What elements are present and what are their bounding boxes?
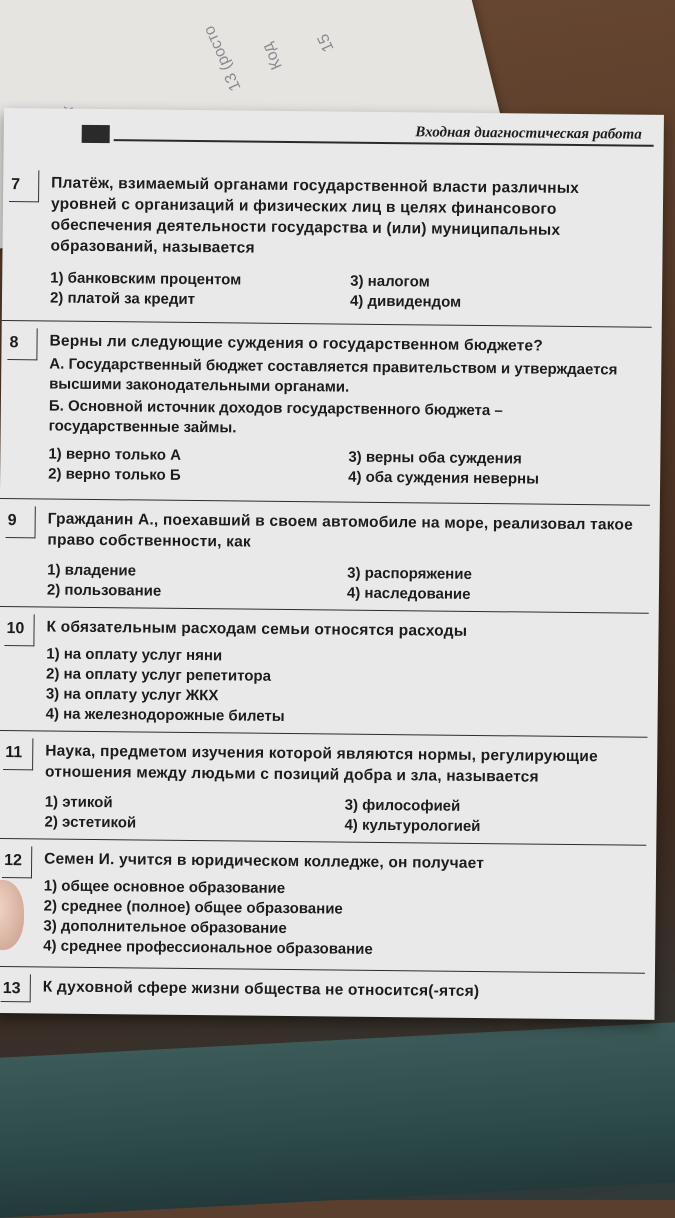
- option[interactable]: 2) пользование: [46, 581, 162, 600]
- question-7: [3, 170, 653, 311]
- option[interactable]: 2) верно только Б: [48, 465, 181, 484]
- question-9: [0, 506, 650, 603]
- question-text: Гражданин А., поехавший в своем автомобиле на море, реализовал такое право собственности, как: [47, 510, 634, 551]
- option[interactable]: 4) дивидендом: [349, 292, 462, 311]
- statement-b: Б. Основной источник доходов государственного бюджета – государственные займы.: [48, 397, 503, 437]
- question-separator: [0, 498, 650, 506]
- option[interactable]: 4) оба суждения неверны: [348, 468, 540, 488]
- answer-options: [48, 444, 638, 488]
- question-separator: [2, 320, 652, 328]
- back-fragment: 13 (росто: [200, 23, 245, 94]
- question-separator: [0, 606, 649, 614]
- question-separator: [0, 730, 647, 738]
- page-header: Входная диагностическая работа: [415, 124, 642, 143]
- option[interactable]: 3) верны оба суждения: [348, 448, 522, 468]
- option[interactable]: 3) дополнительное образование: [43, 917, 287, 938]
- option[interactable]: 1) верно только А: [48, 445, 182, 464]
- option[interactable]: 2) среднее (полное) общее образование: [43, 897, 343, 918]
- question-12: [0, 846, 646, 958]
- answer-options: [49, 268, 640, 311]
- question-separator: [0, 966, 645, 974]
- answer-options: [46, 644, 637, 730]
- option[interactable]: 1) этикой: [44, 793, 113, 812]
- back-fragment: Код: [259, 40, 286, 73]
- question-text: К обязательным расходам семьи относятся расходы: [46, 618, 468, 640]
- option[interactable]: 4) культурологией: [344, 816, 481, 836]
- option[interactable]: 3) распоряжение: [347, 564, 472, 583]
- option[interactable]: 2) эстетикой: [44, 813, 137, 832]
- option[interactable]: 2) платой за кредит: [49, 289, 196, 309]
- option[interactable]: 4) на железнодорожные билеты: [45, 705, 285, 725]
- option[interactable]: 1) банковским процентом: [50, 269, 242, 289]
- question-number: 9: [5, 506, 35, 538]
- option[interactable]: 3) на оплату услуг ЖКХ: [45, 685, 219, 705]
- option[interactable]: 4) среднее профессиональное образование: [43, 937, 373, 958]
- question-text: Платёж, взимаемый органами государственной власти различных уровней с организаций и физических лиц в целях финансового обеспечения деятельности государства и (или) муниципальных образований, называется: [50, 174, 580, 257]
- question-separator: [0, 838, 646, 846]
- back-fragment: 15: [314, 31, 338, 55]
- question-number: 8: [7, 328, 37, 360]
- question-number: 12: [2, 846, 32, 878]
- question-13: [0, 974, 645, 1001]
- option[interactable]: 1) владение: [47, 561, 137, 580]
- question-8: [2, 328, 652, 488]
- test-page: [0, 108, 664, 1020]
- header-mark: [82, 125, 110, 143]
- option[interactable]: 3) налогом: [350, 272, 430, 291]
- question-text: Верны ли следующие суждения о государственном бюджете?: [49, 332, 544, 355]
- question-number: 7: [9, 170, 39, 202]
- answer-options: [46, 560, 637, 603]
- statement-a: А. Государственный бюджет составляется правительством и утверждается высшими законодательными органами.: [49, 355, 618, 396]
- answer-options: [43, 876, 634, 962]
- question-text: К духовной сфере жизни общества не относится(-ятся): [42, 978, 480, 1001]
- option[interactable]: 4) наследование: [346, 584, 471, 603]
- option[interactable]: 1) общее основное образование: [43, 877, 286, 897]
- question-number: 11: [3, 738, 33, 770]
- question-text: Наука, предметом изучения которой являются нормы, регулирующие отношения между людьми с позиций добра и зла, называется: [44, 742, 598, 786]
- question-11: [0, 738, 647, 836]
- question-number: 10: [4, 614, 34, 646]
- option[interactable]: 2) на оплату услуг репетитора: [45, 665, 272, 685]
- answer-options: [44, 792, 635, 836]
- question-number: 13: [1, 974, 31, 1002]
- option[interactable]: 1) на оплату услуг няни: [46, 645, 223, 665]
- option[interactable]: 3) философией: [344, 796, 461, 815]
- question-10: [0, 614, 649, 725]
- question-text: Семен И. учится в юридическом колледже, он получает: [44, 850, 485, 873]
